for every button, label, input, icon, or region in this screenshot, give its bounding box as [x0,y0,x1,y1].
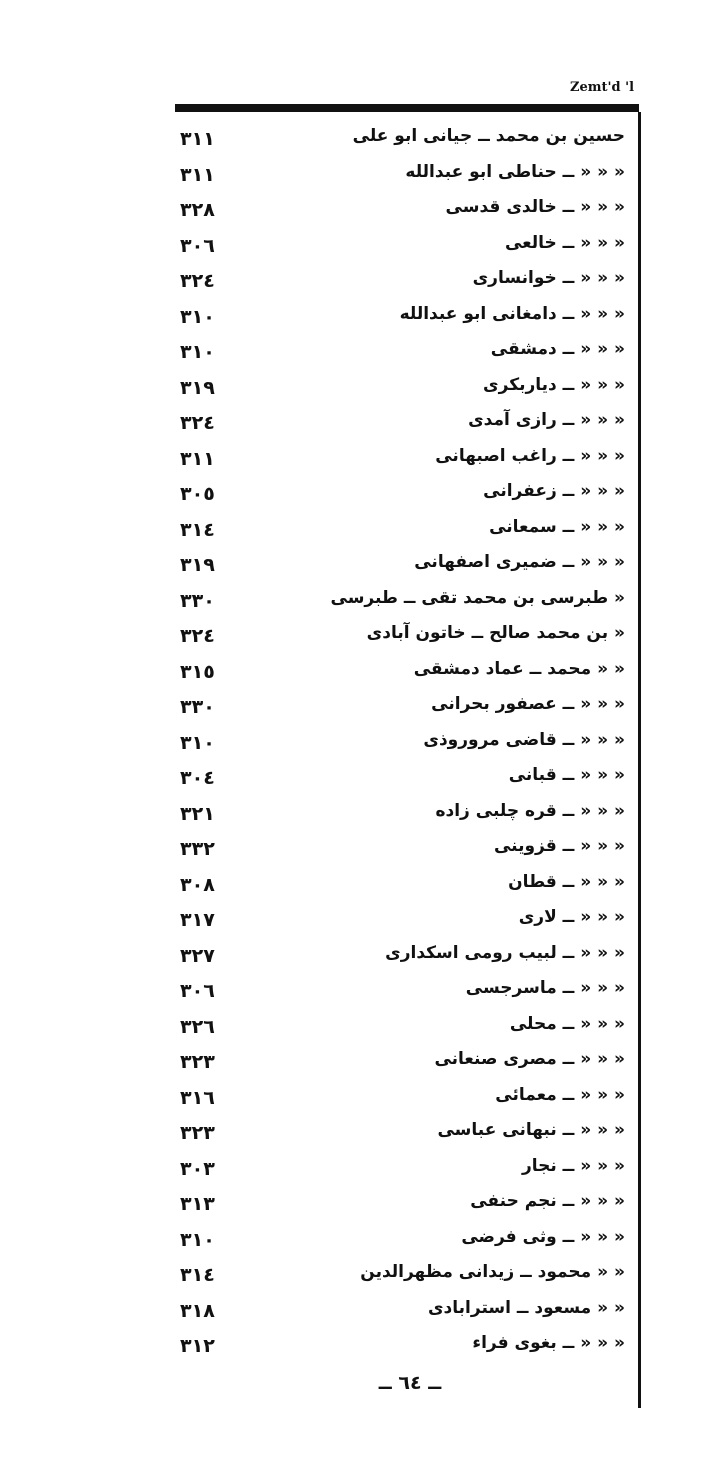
entry-page-number: ٣٠٦ [180,980,215,1002]
index-entry [170,974,625,1010]
entry-page-number: ٣٢٤ [180,412,215,434]
running-header: Zemt'd 'l [570,80,635,95]
entry-name: « « « ــ لبيب رومى اسكدارى [385,942,625,963]
index-entry [170,1010,625,1046]
entry-page-number: ٣٢٤ [180,270,215,292]
index-entry [170,1294,625,1330]
index-entry [170,193,625,229]
entry-name: « « « ــ خالدى قدسى [445,197,625,217]
entry-name: « « مسعود ــ استرابادى [427,1297,625,1318]
entry-name: « « « ــ قطان [508,871,625,892]
entry-name: « « « ــ حناطى ابو عبدالله [405,161,625,182]
entry-name: « « « ــ راغب اصبهانى [435,445,625,466]
entry-page-number: ٣١٠ [180,731,215,754]
entry-name: « « « ــ خالعى [504,232,625,253]
entry-name: حسين بن محمد ــ جيانى ابو على [352,126,625,146]
index-entry [170,655,625,691]
entry-name: « طبرسى بن محمد تقى ــ طبرسى [330,587,625,608]
index-entry [170,335,625,371]
index-entry [170,1187,625,1223]
index-entry [170,548,625,584]
entry-name: « « « ــ سمعانى [489,516,625,537]
entry-name: « « « ــ زعفرانى [483,481,625,501]
entry-name: « « « ــ خوانسارى [472,268,625,288]
entry-name: « « « ــ ماسرجسى [465,978,625,998]
index-entry [170,371,625,407]
entry-page-number: ٣٠٨ [180,873,215,896]
entry-page-number: ٣١٥ [180,660,215,683]
index-entry [170,1116,625,1152]
entry-name: « « « ــ ضميرى اصفهانى [414,552,625,572]
entry-page-number: ٣١٦ [180,1086,215,1109]
index-entry [170,264,625,300]
entry-page-number: ٣١٢ [180,1335,215,1357]
entry-page-number: ٣٣٢ [180,838,215,860]
entry-name: « « « ــ وثى فرضى [461,1226,625,1247]
entry-name: « « « ــ رازى آمدى [468,410,625,430]
entry-name: « « « ــ دمشقى [490,339,625,359]
entry-name: « « « ــ قره چلبى زاده [435,800,625,821]
entry-name: « « « ــ نبهانى عباسى [437,1120,625,1140]
index-entry [170,406,625,442]
index-entry [170,1223,625,1259]
entry-name: « « « ــ قبانى [508,765,625,785]
page-number: ــ ٦٤ ــ [378,1372,442,1394]
entry-page-number: ٣١١ [180,128,215,150]
entry-page-number: ٣٢٦ [180,1015,215,1038]
margin-rule [638,112,641,1408]
entry-name: « « « ــ دياربكرى [483,374,625,395]
entry-name: « « « ــ قاضى مروروذى [423,729,625,750]
entry-name: « « « ــ دامغانى ابو عبدالله [399,303,625,324]
entry-page-number: ٣٢٤ [180,625,215,647]
entry-page-number: ٣٣٠ [180,589,215,612]
index-entry [170,832,625,868]
index-entry [170,1258,625,1294]
entry-name: « بن محمد صالح ــ خاتون آبادى [366,623,625,643]
index-entry [170,300,625,336]
entry-name: « « « ــ قزوينى [493,836,625,856]
index-entry [170,939,625,975]
entry-page-number: ٣٠٤ [180,767,215,789]
entry-page-number: ٣١٤ [180,518,215,541]
index-entry [170,513,625,549]
index-entry [170,1045,625,1081]
entry-name: « « « ــ لارى [518,907,625,927]
entry-page-number: ٣٣٠ [180,696,215,718]
index-entry [170,903,625,939]
entry-page-number: ٣١٨ [180,1299,215,1322]
index-entry [170,619,625,655]
entry-name: « « « ــ مصرى صنعانى [434,1049,625,1069]
index-entry [170,229,625,265]
index-entry [170,1329,625,1365]
entry-page-number: ٣٠٣ [180,1157,215,1180]
entry-page-number: ٣١١ [180,163,215,186]
index-entry [170,122,625,158]
entry-page-number: ٣٢٣ [180,1051,215,1073]
entry-page-number: ٣١٠ [180,305,215,328]
entry-name: « « « ــ نجار [521,1155,625,1176]
index-entry [170,584,625,620]
entry-page-number: ٣١٤ [180,1264,215,1286]
entry-page-number: ٣٢٣ [180,1122,215,1144]
entry-page-number: ٣٢٧ [180,944,215,967]
entry-name: « « « ــ بغوى فراء [472,1333,625,1353]
entry-page-number: ٣٠٥ [180,483,215,505]
entry-name: « « « ــ نجم حنفى [470,1191,625,1211]
entry-page-number: ٣١٠ [180,1228,215,1251]
index-entry [170,158,625,194]
index-entry [170,797,625,833]
entry-page-number: ٣١١ [180,447,215,470]
entry-page-number: ٣١٩ [180,554,215,576]
index-entry [170,690,625,726]
entry-page-number: ٣١٣ [180,1193,215,1215]
entry-name: « « « ــ معمائى [495,1084,625,1105]
index-entry [170,442,625,478]
index-entry [170,726,625,762]
entry-page-number: ٣١٠ [180,341,215,363]
index-entry [170,477,625,513]
header-rule [175,104,639,112]
entry-page-number: ٣١٩ [180,376,215,399]
entry-page-number: ٣٢١ [180,802,215,825]
entry-page-number: ٣١٧ [180,909,215,931]
index-entry [170,1081,625,1117]
index-entry [170,1152,625,1188]
entry-name: « « محمود ــ زيدانى مظهرالدين [360,1262,625,1282]
index-entry [170,761,625,797]
entry-name: « « « ــ محلى [509,1013,625,1034]
entry-page-number: ٣٠٦ [180,234,215,257]
index-entry [170,868,625,904]
entry-page-number: ٣٢٨ [180,199,215,221]
entry-name: « « « ــ عصفور بحرانى [431,694,625,714]
entry-name: « « محمد ــ عماد دمشقى [413,658,625,679]
